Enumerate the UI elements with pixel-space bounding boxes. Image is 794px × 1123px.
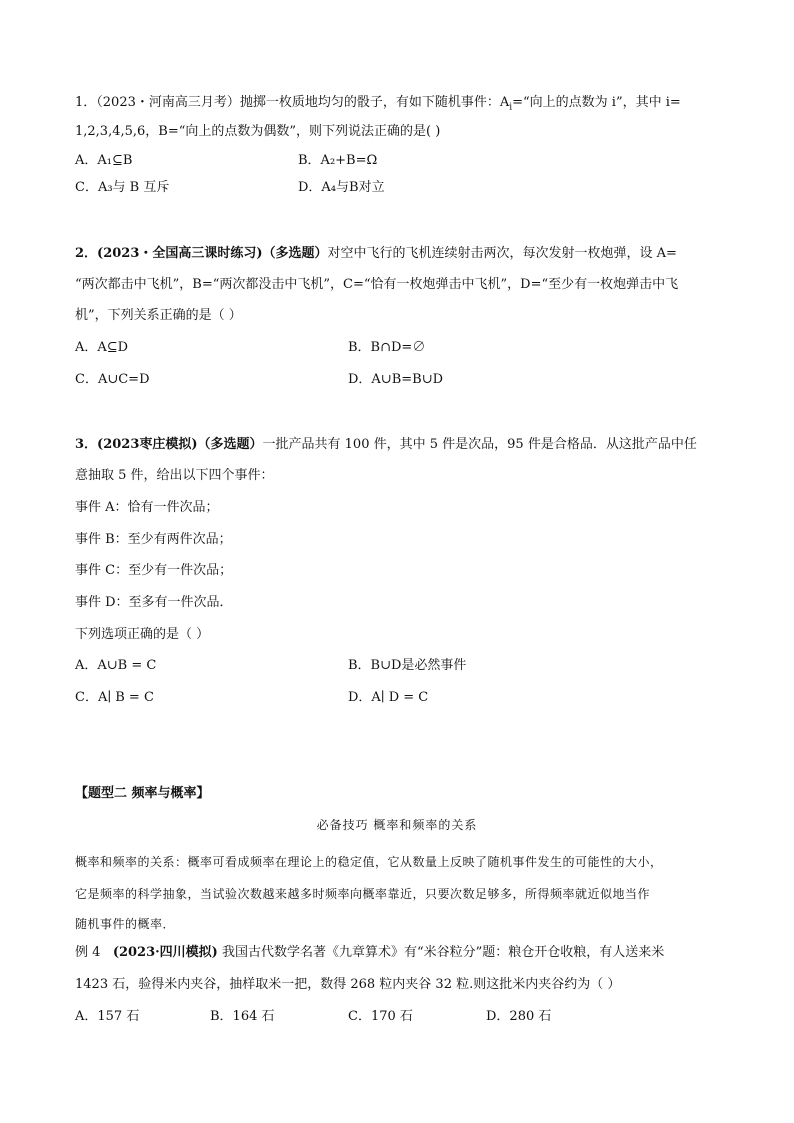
- q2-option-b: B．B∩D=∅: [348, 340, 426, 355]
- ex4-label: 例 4: [75, 945, 101, 960]
- q2-source: 2．(2023・全国高三课时练习)（多选题）: [75, 246, 328, 261]
- q1-line1-text: 1．（2023・河南高三月考）抛掷一枚质地均匀的骰子，有如下随机事件：A: [75, 95, 510, 110]
- ex4-option-a: A．157 石: [75, 1009, 140, 1024]
- q1-line2: 1,2,3,4,5,6，B=“向上的点数为偶数”，则下列说法正确的是( ): [75, 124, 441, 139]
- ex4-option-c: C．170 石: [348, 1009, 413, 1024]
- ex4-line2: 1423 石，验得米内夹谷，抽样取米一把，数得 268 粒内夹谷 32 粒.则这批米内夹谷约为（ ）: [75, 977, 621, 992]
- q3-line1-text: 一批产品共有 100 件，其中 5 件是次品，95 件是合格品．从这批产品中任: [262, 437, 697, 452]
- q3-event-a: 事件 A：恰有一件次品；: [75, 500, 219, 515]
- q3-event-c: 事件 C：至少有一件次品；: [75, 563, 233, 578]
- q1-option-a: A．A₁⊆B: [75, 153, 133, 168]
- ex4-option-d: D．280 石: [486, 1009, 552, 1024]
- q2-option-a: A．A⊆D: [75, 340, 129, 355]
- skill-title: 必备技巧 概率和频率的关系: [316, 818, 478, 832]
- q2-option-d: D．A∪B=B∪D: [348, 372, 444, 387]
- q2-line2: “两次都击中飞机”，B=“两次都没击中飞机”，C=“恰有一枚炮弹击中飞机”，D=“至少有一枚炮弹击中飞: [75, 277, 679, 292]
- ex4-source: (2023·四川模拟): [112, 945, 218, 960]
- q3-line1: [75, 435, 697, 455]
- ex4-line1-text: 我国古代数学名著《九章算术》有“米谷粒分”题：粮仓开仓收粮，有人送来米: [221, 945, 665, 960]
- skill-para-line1: 概率和频率的关系：概率可看成频率在理论上的稳定值，它从数量上反映了随机事件发生的可能性的大小，: [75, 855, 663, 869]
- q1-option-c: C．A₃与 B 互斥: [75, 180, 170, 195]
- q1-line1-text-b: =“向上的点数为 i”，其中 i=: [512, 95, 681, 110]
- q3-prompt: 下列选项正确的是（ ）: [75, 627, 210, 642]
- ex4-line1: [75, 943, 664, 963]
- q3-line2: 意抽取 5 件，给出以下四个事件：: [75, 468, 274, 483]
- q3-option-b: B．B∪D是必然事件: [348, 658, 467, 673]
- ex4-option-b: B．164 石: [210, 1009, 275, 1024]
- q2-line1: [75, 244, 677, 264]
- q1-line1: [75, 93, 681, 118]
- q1-line1-sub: i: [509, 102, 513, 113]
- q3-option-d: D．A∣ D = C: [348, 690, 429, 705]
- q3-event-b: 事件 B：至少有两件次品；: [75, 532, 232, 547]
- q3-option-a: A．A∪B = C: [75, 658, 157, 673]
- q2-line1-text: 对空中飞行的飞机连续射击两次，每次发射一枚炮弹，设 A=: [327, 246, 677, 261]
- q3-source: 3．(2023枣庄模拟)（多选题）: [75, 437, 263, 452]
- skill-para-line2: 它是频率的科学抽象，当试验次数越来越多时频率向概率靠近，只要次数足够多，所得频率就近似地当作: [75, 887, 651, 901]
- skill-para-line3: 随机事件的概率．: [75, 917, 176, 931]
- q2-option-c: C．A∪C=D: [75, 372, 150, 387]
- q1-option-b: B．A₂+B=Ω: [298, 153, 378, 168]
- q1-option-d: D．A₄与B对立: [298, 180, 385, 195]
- q3-event-d: 事件 D：至多有一件次品．: [75, 595, 233, 610]
- section-header: 【题型二 频率与概率】: [75, 786, 210, 801]
- q3-option-c: C．A∣ B = C: [75, 690, 154, 705]
- q2-line3: 机”，下列关系正确的是（ ）: [75, 308, 242, 323]
